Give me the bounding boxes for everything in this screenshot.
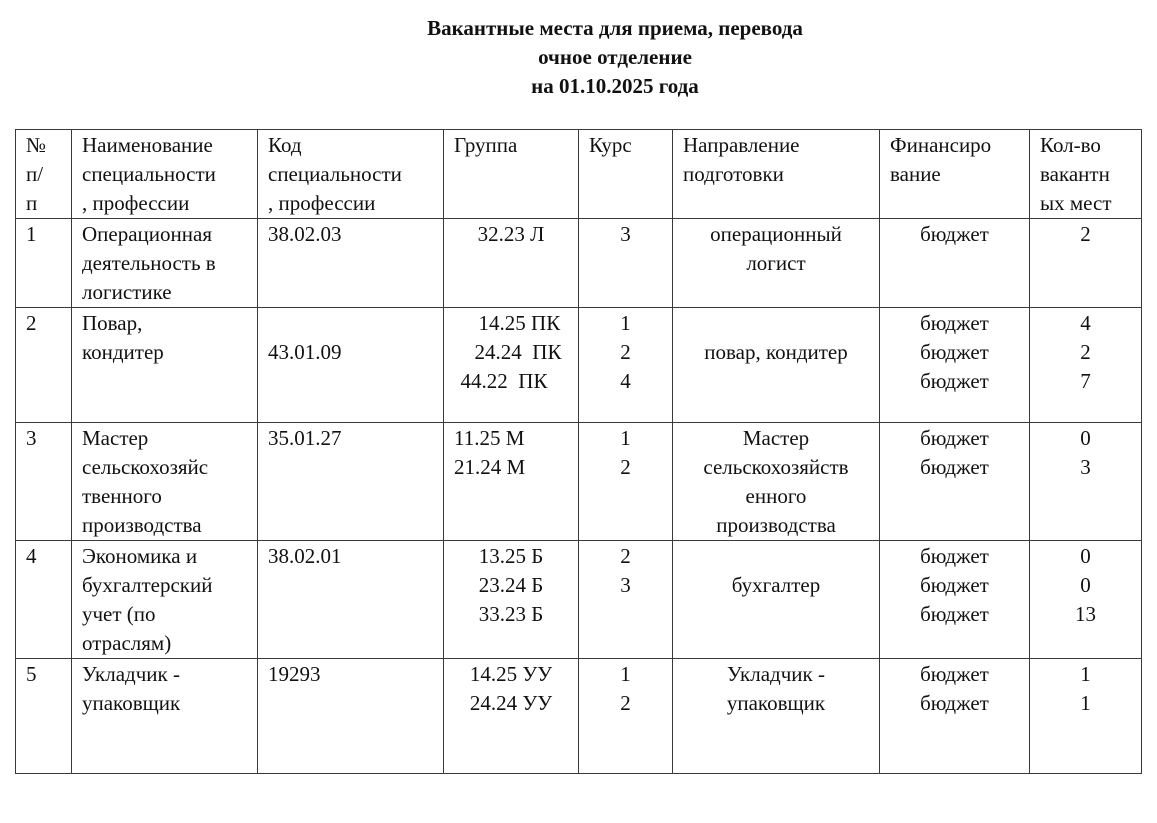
specialty-code: 38.02.03 bbox=[258, 219, 444, 308]
direction-cell: Укладчик - упаковщик bbox=[673, 659, 880, 774]
table-row bbox=[16, 423, 1142, 541]
direction-cell: бухгалтер bbox=[673, 541, 880, 659]
header-group: Группа bbox=[444, 130, 579, 219]
header-count: Кол-во вакантн ых мест bbox=[1030, 130, 1142, 219]
direction-cell: операционный логист bbox=[673, 219, 880, 308]
count-cell: 1 1 bbox=[1030, 659, 1142, 774]
specialty-code: 35.01.27 bbox=[258, 423, 444, 541]
header-finance: Финансиро вание bbox=[880, 130, 1030, 219]
finance-cell: бюджет bbox=[880, 219, 1030, 308]
specialty-code: 43.01.09 bbox=[258, 308, 444, 423]
group-cell: 14.25 ПК 24.24 ПК 44.22 ПК bbox=[444, 308, 579, 423]
header-direction: Направление подготовки bbox=[673, 130, 880, 219]
title-line-2: очное отделение bbox=[538, 45, 692, 69]
header-name: Наименование специальности , профессии bbox=[72, 130, 258, 219]
row-number: 1 bbox=[16, 219, 72, 308]
count-cell: 2 bbox=[1030, 219, 1142, 308]
course-cell: 1 2 bbox=[579, 423, 673, 541]
specialty-code: 19293 bbox=[258, 659, 444, 774]
count-cell: 0 0 13 bbox=[1030, 541, 1142, 659]
specialty-code: 38.02.01 bbox=[258, 541, 444, 659]
count-cell: 4 2 7 bbox=[1030, 308, 1142, 423]
specialty-name: Укладчик - упаковщик bbox=[72, 659, 258, 774]
specialty-name: Мастер сельскохозяйс твенного производства bbox=[72, 423, 258, 541]
direction-cell: Мастер сельскохозяйств енного производства bbox=[673, 423, 880, 541]
title-line-3: на 01.10.2025 года bbox=[531, 74, 699, 98]
table-row bbox=[16, 308, 1142, 423]
direction-cell: повар, кондитер bbox=[673, 308, 880, 423]
table-row bbox=[16, 541, 1142, 659]
title-line-1: Вакантные места для приема, перевода bbox=[427, 16, 803, 40]
row-number: 5 bbox=[16, 659, 72, 774]
group-cell: 13.25 Б 23.24 Б 33.23 Б bbox=[444, 541, 579, 659]
table-header-row bbox=[16, 130, 1142, 219]
header-course: Курс bbox=[579, 130, 673, 219]
header-code: Код специальности , профессии bbox=[258, 130, 444, 219]
table-row bbox=[16, 219, 1142, 308]
group-cell: 14.25 УУ 24.24 УУ bbox=[444, 659, 579, 774]
specialty-name: Повар, кондитер bbox=[72, 308, 258, 423]
finance-cell: бюджет бюджет бюджет bbox=[880, 541, 1030, 659]
course-cell: 3 bbox=[579, 219, 673, 308]
table-row bbox=[16, 659, 1142, 774]
specialty-name: Экономика и бухгалтерский учет (по отраслям) bbox=[72, 541, 258, 659]
course-cell: 2 3 bbox=[579, 541, 673, 659]
document-title bbox=[230, 14, 1000, 101]
row-number: 4 bbox=[16, 541, 72, 659]
row-number: 3 bbox=[16, 423, 72, 541]
specialty-name: Операционная деятельность в логистике bbox=[72, 219, 258, 308]
vacancies-table bbox=[15, 129, 1142, 774]
count-cell: 0 3 bbox=[1030, 423, 1142, 541]
group-cell: 11.25 М 21.24 М bbox=[444, 423, 579, 541]
group-cell: 32.23 Л bbox=[444, 219, 579, 308]
row-number: 2 bbox=[16, 308, 72, 423]
course-cell: 1 2 4 bbox=[579, 308, 673, 423]
finance-cell: бюджет бюджет бюджет bbox=[880, 308, 1030, 423]
finance-cell: бюджет бюджет bbox=[880, 423, 1030, 541]
course-cell: 1 2 bbox=[579, 659, 673, 774]
finance-cell: бюджет бюджет bbox=[880, 659, 1030, 774]
header-num: № п/ п bbox=[16, 130, 72, 219]
